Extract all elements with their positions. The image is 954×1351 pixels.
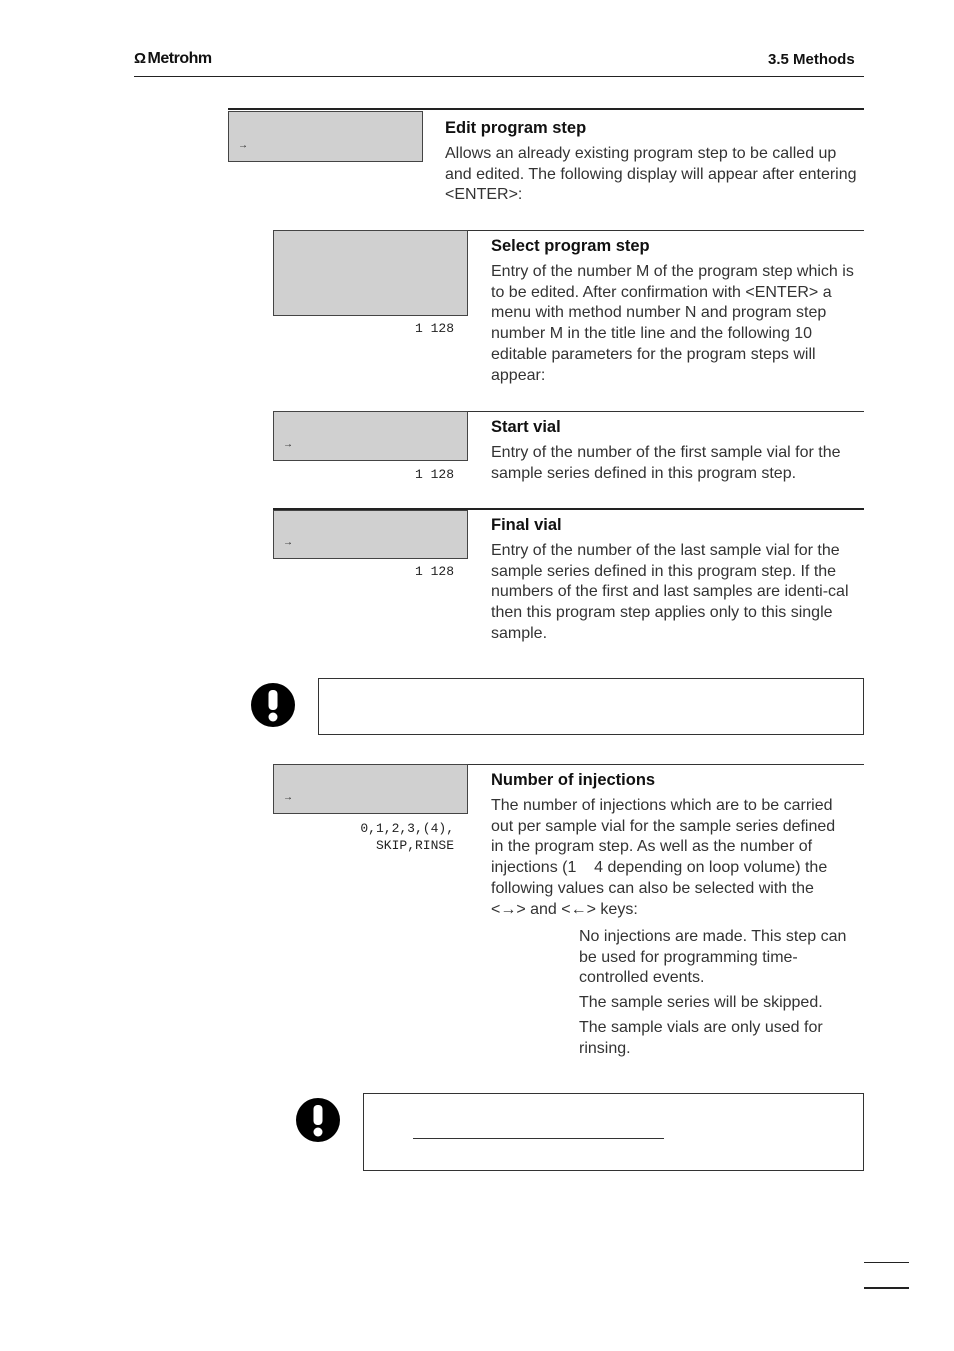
note-box: [318, 678, 864, 735]
lcd-display-injections: [273, 764, 468, 814]
section-heading: 3.5 Methods: [768, 51, 855, 68]
option-zero-description: No injections are made. This step can be used for programming time-controlled events.: [579, 928, 847, 987]
section-divider: [228, 108, 864, 110]
value-range-start: 1 128: [414, 467, 454, 482]
omega-icon: Ω: [134, 50, 146, 67]
note-box: [363, 1093, 864, 1171]
option-rinse-description: The sample vials are only used for rinsing.: [579, 1019, 823, 1057]
lcd-display-start: [273, 411, 468, 461]
arrow-right-icon: →: [283, 792, 293, 803]
injections-keys-line: <→> and <←> keys:: [491, 900, 638, 918]
header-divider: [134, 76, 864, 77]
value-range-final: 1 128: [414, 564, 454, 579]
final-vial-title: Final vial: [491, 516, 562, 534]
value-range-select: 1 128: [414, 321, 454, 336]
arrow-right-icon: →: [283, 439, 293, 450]
arrow-right-icon: →: [283, 537, 293, 548]
footer-rule: [864, 1262, 909, 1263]
arrow-right-key-icon: →: [500, 900, 517, 918]
select-step-text: Entry of the number M of the program step which is to be edited. After confirmation with <ENTER> a menu with method number N and program step number M in the title line and the following 10 editable parameters for the program steps will appear:: [491, 263, 854, 384]
arrow-left-key-icon: ←: [570, 900, 587, 918]
start-vial-text: Entry of the number of the first sample vial for the sample series defined in this program step.: [491, 444, 841, 482]
brand-logo: Ω Metrohm: [134, 50, 212, 67]
edit-step-text: Allows an already existing program step to be called up and edited. The following display will appear after entering <ENTER>:: [445, 145, 857, 204]
select-step-title: Select program step: [491, 237, 650, 255]
injections-title: Number of injections: [491, 771, 656, 789]
lcd-display-edit: [228, 111, 423, 162]
warning-exclamation-icon: [295, 1097, 341, 1143]
lcd-display-final: [273, 510, 468, 559]
value-range-injections-2: SKIP,RINSE: [375, 838, 454, 853]
final-vial-text: Entry of the number of the last sample vial for the sample series defined in this program step. If the numbers of the first and last samples are identi-cal then this program step applies only to this single sample.: [491, 542, 849, 642]
warning-exclamation-icon: [250, 682, 296, 728]
footer-rule: [864, 1287, 909, 1289]
edit-step-title: Edit program step: [445, 119, 587, 137]
option-skip-description: The sample series will be skipped.: [579, 994, 823, 1011]
note-underline: [413, 1138, 664, 1139]
lcd-display-select: [273, 230, 468, 316]
value-range-injections-1: 0,1,2,3,(4),: [360, 821, 454, 836]
injections-text: The number of injections which are to be carried out per sample vial for the sample series defined in the program step. As well as the number of injections (1 4 depending on loop volume) the following values can also be selected with the <→> and <←> keys:: [491, 796, 867, 920]
start-vial-title: Start vial: [491, 418, 561, 436]
arrow-right-icon: →: [238, 140, 248, 151]
